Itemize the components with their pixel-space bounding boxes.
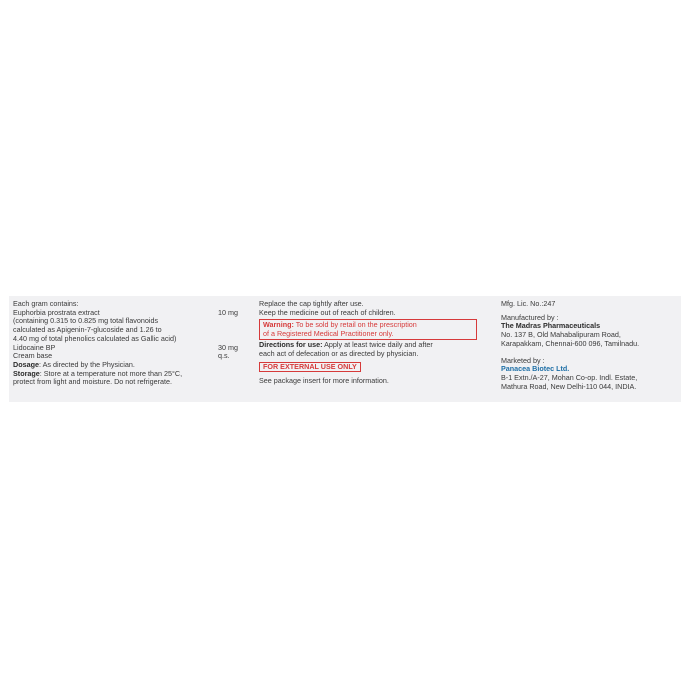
warning-box <box>259 319 477 340</box>
manufactured-by-label: Manufactured by : <box>501 312 559 322</box>
label-strip <box>9 296 681 402</box>
marketer-address-2: Mathura Road, New Delhi-110 044, INDIA. <box>501 381 637 391</box>
dosage-label: Dosage <box>13 359 39 369</box>
storage-line-2: protect from light and moisture. Do not refrigerate. <box>13 377 172 387</box>
warning-label: Warning: <box>263 320 294 330</box>
cream-base-name: Cream base <box>13 351 53 361</box>
extract-detail-2: calculated as Apigenin-7-glucoside and 1.26 to <box>13 325 162 335</box>
warning-text-2: of a Registered Medical Practitioner only. <box>263 328 394 338</box>
directions-text: Apply at least twice daily and after <box>322 340 433 350</box>
usage-column <box>259 300 489 386</box>
manufacturer-address-1: No. 137 B, Old Mahabalipuram Road, <box>501 330 621 340</box>
storage-text: : Store at a temperature not more than 25°C, <box>39 368 183 378</box>
composition-column <box>13 300 248 387</box>
package-insert-note: See package insert for more information. <box>259 376 389 386</box>
directions-line-2: each act of defecation or as directed by physician. <box>259 348 419 358</box>
manufacturer-address-2: Karapakkam, Chennai-600 096, Tamilnadu. <box>501 338 640 348</box>
extract-detail-3: 4.40 mg of total phenolics calculated as Gallic acid) <box>13 333 177 343</box>
dosage-text: : As directed by the Physician. <box>38 359 135 369</box>
replace-cap-note: Replace the cap tightly after use. <box>259 299 364 308</box>
composition-heading: Each gram contains: <box>13 299 79 308</box>
external-use-badge: FOR EXTERNAL USE ONLY <box>259 362 361 373</box>
marketer-address-1: B-1 Extn./A-27, Mohan Co-op. Indl. Estate, <box>501 372 638 382</box>
warning-text: To be sold by retail on the prescription <box>293 320 417 330</box>
storage-label: Storage <box>13 368 40 378</box>
extract-name: Euphorbia prostrata extract <box>13 307 100 317</box>
lidocaine-qty: 30 mg <box>218 342 238 352</box>
manufacturer-column <box>501 300 679 391</box>
extract-detail-1: (containing 0.315 to 0.825 mg total flavonoids <box>13 316 159 326</box>
keep-away-note: Keep the medicine out of reach of children. <box>259 307 396 317</box>
mfg-license: Mfg. Lic. No.:247 <box>501 299 556 308</box>
lidocaine-name: Lidocaine BP <box>13 342 56 352</box>
cream-base-qty: q.s. <box>218 351 230 361</box>
extract-qty: 10 mg <box>218 307 238 317</box>
directions-label: Directions for use: <box>259 340 323 350</box>
marketed-by-label: Marketed by : <box>501 355 545 365</box>
marketer-name: Panacea Biotec Ltd. <box>501 364 570 374</box>
manufacturer-name: The Madras Pharmaceuticals <box>501 321 601 331</box>
